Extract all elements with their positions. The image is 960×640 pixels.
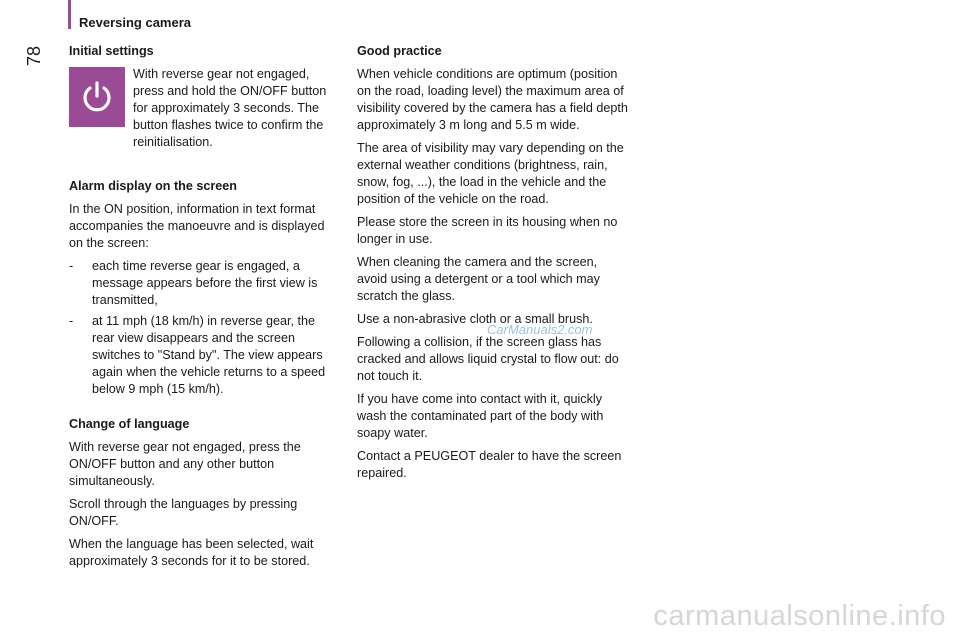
language-paragraph: Scroll through the languages by pressing ON/OFF. <box>69 497 298 528</box>
change-language-heading: Change of language <box>69 417 190 431</box>
bullet-dash: - <box>69 314 74 328</box>
power-icon <box>79 79 115 115</box>
language-paragraph: With reverse gear not engaged, press the ON/OFF button and any other button simultaneously. <box>69 440 301 488</box>
good-practice-paragraph: The area of visibility may vary depending on the external weather conditions (brightness, rain, snow, fog, ...), the load in the vehicle and the position of the vehicle on the road. <box>357 141 624 206</box>
bullet-text: at 11 mph (18 km/h) in reverse gear, the rear view disappears and the screen switches to "Stand by". The view appears again when the vehicle returns to a speed below 9 mph (15 km/h). <box>92 314 326 396</box>
left-column <box>69 43 339 574</box>
good-practice-heading: Good practice <box>357 44 442 58</box>
bullet-dash: - <box>69 259 74 273</box>
power-button-tile <box>69 67 125 127</box>
initial-settings-block <box>69 66 339 170</box>
good-practice-paragraph: When cleaning the camera and the screen, avoid using a detergent or a tool which may scratch the glass. <box>357 255 600 303</box>
list-item <box>69 313 339 398</box>
initial-settings-text: With reverse gear not engaged, press and hold the ON/OFF button for approximately 3 seconds. The button flashes twice to confirm the reinitialisation. <box>133 67 327 149</box>
good-practice-paragraph: Please store the screen in its housing when no longer in use. <box>357 215 618 246</box>
page-title: Reversing camera <box>79 15 192 30</box>
good-practice-paragraph: When vehicle conditions are optimum (position on the road, loading level) the maximum area of visibility covered by the camera has a field depth approximately 3 m long and 5.5 m wide. <box>357 67 628 132</box>
alarm-display-intro: In the ON position, information in text format accompanies the manoeuvre and is displayed on the screen: <box>69 202 325 250</box>
good-practice-paragraph: If you have come into contact with it, quickly wash the contaminated part of the body with soapy water. <box>357 392 604 440</box>
initial-settings-heading: Initial settings <box>69 44 154 58</box>
list-item <box>69 258 339 309</box>
good-practice-paragraph: Use a non-abrasive cloth or a small brush. <box>357 312 593 326</box>
alarm-display-heading: Alarm display on the screen <box>69 179 237 193</box>
good-practice-paragraph: Contact a PEUGEOT dealer to have the screen repaired. <box>357 449 622 480</box>
section-spacer <box>69 402 339 416</box>
language-paragraph: When the language has been selected, wait approximately 3 seconds for it to be stored. <box>69 537 314 568</box>
right-column <box>357 43 629 486</box>
watermark-carmanualsonline: carmanualsonline.info <box>653 600 946 632</box>
good-practice-paragraph: Following a collision, if the screen glass has cracked and allows liquid crystal to flow out: do not touch it. <box>357 335 619 383</box>
bullet-text: each time reverse gear is engaged, a message appears before the first view is transmitted, <box>92 259 318 307</box>
header-accent-bar <box>68 0 71 29</box>
watermark-carmanuals: CarManuals2.com <box>487 322 593 337</box>
page-number: 78 <box>24 45 44 66</box>
